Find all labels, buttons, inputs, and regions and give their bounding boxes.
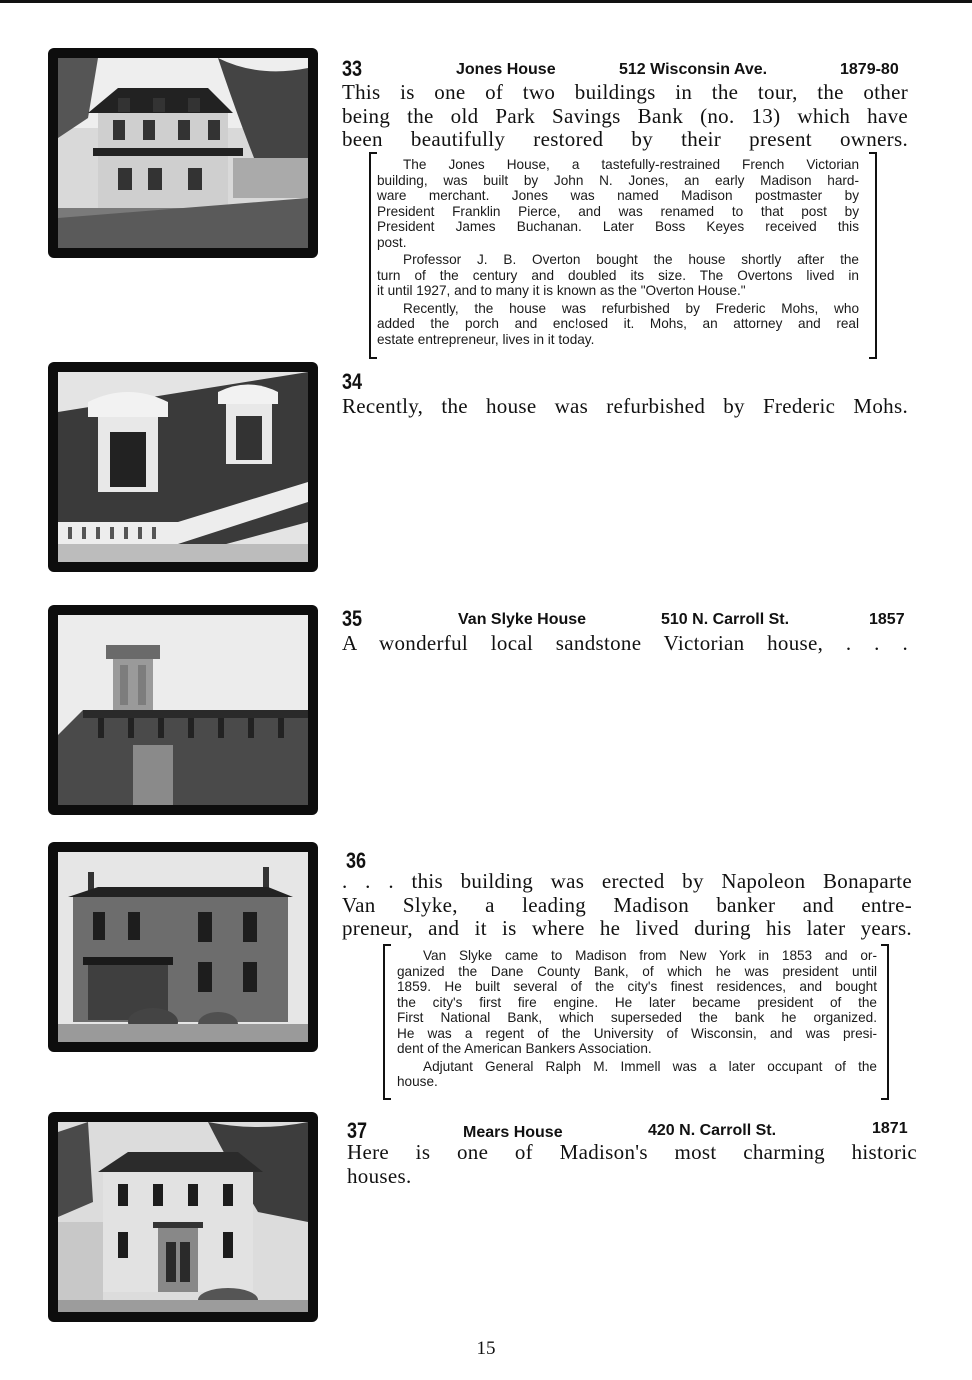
note-bracket-left [369,152,377,359]
intro-line: . . . this building was erected by Napoleon Bonaparte [342,869,912,893]
note-line: it until 1927, and to many it is known as the "Overton House." [377,283,746,298]
note-line: post. [377,234,407,250]
entry-note [397,948,877,1090]
note-line: The Jones House, a tastefully-restrained French Victorian [403,157,859,172]
note-line: Adjutant General Ralph M. Immell was a later occupant of the [423,1058,877,1074]
entry-name: Van Slyke House [458,611,587,628]
note-line: ganized the Dane County Bank, of which he was president until [397,963,877,979]
photo-van-slyke-chimney [48,605,318,815]
dormer-detail-image [58,372,308,562]
intro-line: houses. [347,1163,412,1188]
chimney-cornice-image [58,615,308,805]
intro-line: A wonderful local sandstone Victorian house, . . . [342,631,908,655]
note-line: First National Bank, which superseded the bank he organized. [397,1010,877,1025]
entry-intro [342,81,908,152]
entry-note [377,157,859,347]
note-line: estate entrepreneur, lives in it today. [377,331,595,347]
entry-number: 34 [342,369,363,394]
entry-intro [347,1141,917,1188]
intro-line: being the old Park Savings Bank (no. 13) which have [342,103,908,128]
entry-year: 1857 [869,611,905,628]
note-bracket-right [869,152,877,359]
photo-jones-house [48,48,318,258]
entry-number: 35 [342,606,363,631]
note-line: 1859. He built several of the city's finest residences, and bought [397,979,877,994]
jones-house-image [58,58,308,248]
note-line: ware merchant. Jones was named Madison postmaster by [377,188,859,203]
entry-name: Mears House [463,1124,563,1141]
intro-line: been beautifully restored by their present owners. [342,127,908,151]
note-line: turn of the century and doubled its size. The Overtons lived in [377,267,859,283]
entry-name: Jones House [456,61,556,78]
entry-intro [342,632,908,656]
note-bracket-left [383,944,391,1100]
entry-intro [342,395,908,419]
note-line: house. [397,1074,438,1089]
entry-address: 420 N. Carroll St. [648,1122,777,1139]
note-line: President James Buchanan. Later Boss Keyes received this [377,219,859,234]
note-bracket-right [881,944,889,1100]
intro-line: Van Slyke, a leading Madison banker and entre- [342,892,912,917]
note-line: Professor J. B. Overton bought the house shortly after the [403,252,859,267]
top-rule [0,0,972,3]
note-line: Recently, the house was refurbished by Frederic Mohs, who [403,300,859,316]
note-line: President Franklin Pierce, and was renamed to that post by [377,203,859,219]
intro-line: Recently, the house was refurbished by Frederic Mohs. [342,394,908,418]
note-line: added the porch and enc!osed it. Mohs, an attorney and real [377,316,859,331]
intro-line: preneur, and it is where he lived during his later years. [342,916,912,940]
photo-jones-house-dormers [48,362,318,572]
note-line: Van Slyke came to Madison from New York in 1853 and or- [423,948,877,963]
photo-van-slyke-house [48,842,318,1052]
entry-address: 512 Wisconsin Ave. [619,61,768,78]
entry-number: 33 [342,56,363,81]
entry-year: 1871 [872,1120,908,1137]
mears-house-image [58,1122,308,1312]
entry-number: 37 [347,1118,368,1143]
note-line: the city's first fire engine. He later became president of the [397,994,877,1010]
note-line: dent of the American Bankers Association. [397,1041,652,1056]
page-number: 15 [476,1338,496,1359]
entry-year: 1879-80 [840,61,899,78]
entry-number: 36 [346,848,367,873]
intro-line: This is one of two buildings in the tour, the other [342,80,908,104]
entry-intro [342,870,912,941]
intro-line: Here is one of Madison's most charming historic [347,1140,917,1164]
note-line: building, was built by John N. Jones, an early Madison hard- [377,172,859,188]
van-slyke-house-image [58,852,308,1042]
photo-mears-house [48,1112,318,1322]
note-line: He was a regent of the University of Wisconsin, and was presi- [397,1025,877,1041]
entry-address: 510 N. Carroll St. [661,611,790,628]
